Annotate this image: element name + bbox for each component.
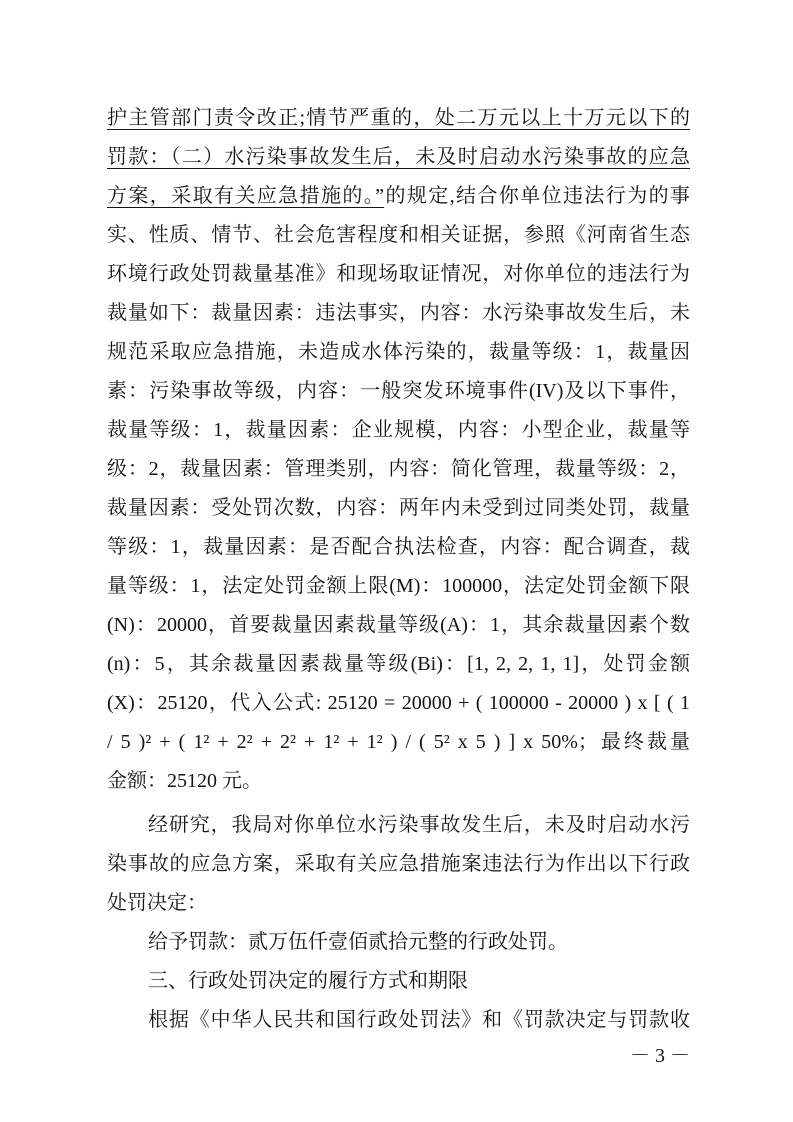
line-text: 量等级：1，法定处罚金额上限(M)：100000，法定处罚金额下限 [107, 575, 690, 597]
line-text: 级：2，裁量因素：管理类别，内容：简化管理，裁量等级：2， [107, 458, 690, 480]
text-line [107, 450, 690, 489]
line-text: 的规定,结合你单位违法行为的事 [384, 185, 690, 207]
formula-line [107, 684, 690, 723]
line-text: 素：污染事故等级，内容：一般突发环境事件(IV)及以下事件， [107, 380, 690, 402]
page-number: － 3 － [630, 1045, 690, 1067]
line-text: 裁量等级：1，裁量因素：企业规模，内容：小型企业，裁量等 [107, 419, 690, 441]
line-text: 三、行政处罚决定的履行方式和期限 [148, 970, 468, 992]
line-text: 根据《中华人民共和国行政处罚法》和《罚款决定与罚款收 [148, 1009, 690, 1031]
text-line [107, 138, 690, 177]
text-line [107, 489, 690, 528]
line-text: (X)：25120，代入公式: 25120 = 20000 + ( 100000 - 20000 ) x [ ( 1 [107, 692, 690, 714]
text-line [107, 567, 690, 606]
line-text: 裁量因素：受处罚次数，内容：两年内未受到过同类处罚，裁量 [107, 497, 690, 519]
text-line [107, 99, 690, 138]
line-text: 经研究，我局对你单位水污染事故发生后，未及时启动水污 [148, 814, 690, 836]
underlined-quote-text: 护主管部门责令改正;情节严重的，处二万元以上十万元以下的 [107, 107, 690, 129]
text-line [107, 216, 690, 255]
line-text: 规范采取应急措施，未造成水体污染的，裁量等级：1，裁量因 [107, 341, 690, 363]
text-line [107, 294, 690, 333]
text-line [107, 1001, 690, 1040]
penalty-statement [107, 923, 690, 962]
line-text: 实、性质、情节、社会危害程度和相关证据，参照《河南省生态 [107, 224, 690, 246]
text-line [107, 845, 690, 884]
line-text: 给予罚款：贰万伍仟壹佰贰拾元整的行政处罚。 [148, 931, 568, 953]
section-heading [107, 962, 690, 1001]
underlined-quote-text: 方案，采取有关应急措施的。” [107, 185, 385, 207]
formula-line [107, 723, 690, 762]
text-line [107, 333, 690, 372]
text-line [107, 528, 690, 567]
line-text: (n)：5，其余裁量因素裁量等级(Bi)：[1, 2, 2, 1, 1]，处罚金额 [107, 653, 690, 675]
line-text: 环境行政处罚裁量基准》和现场取证情况，对你单位的违法行为 [107, 263, 690, 285]
line-text: (N)：20000，首要裁量因素裁量等级(A)：1，其余裁量因素个数 [107, 614, 690, 636]
text-line [107, 411, 690, 450]
text-line [107, 606, 690, 645]
line-text: 染事故的应急方案，采取有关应急措施案违法行为作出以下行政 [107, 853, 690, 875]
line-text: / 5 )² + ( 1² + 2² + 2² + 1² + 1² ) / ( 5² x 5 ) ] x 50%；最终裁量 [107, 731, 690, 753]
text-line [107, 645, 690, 684]
line-text: 金额：25120 元。 [107, 770, 262, 792]
text-line [107, 177, 690, 216]
paragraph-decision [107, 806, 690, 1040]
line-text: 处罚决定： [107, 892, 207, 914]
text-line [107, 762, 690, 801]
paragraph-discretion-basis [107, 99, 690, 801]
text-line [107, 372, 690, 411]
text-line [107, 255, 690, 294]
underlined-quote-text: 罚款：（二）水污染事故发生后，未及时启动水污染事故的应急 [107, 146, 690, 168]
line-text: 等级：1，裁量因素：是否配合执法检查，内容：配合调查，裁 [107, 536, 690, 558]
line-text: 裁量如下：裁量因素：违法事实，内容：水污染事故发生后，未 [107, 302, 690, 324]
text-line [107, 884, 690, 923]
text-line [107, 806, 690, 845]
